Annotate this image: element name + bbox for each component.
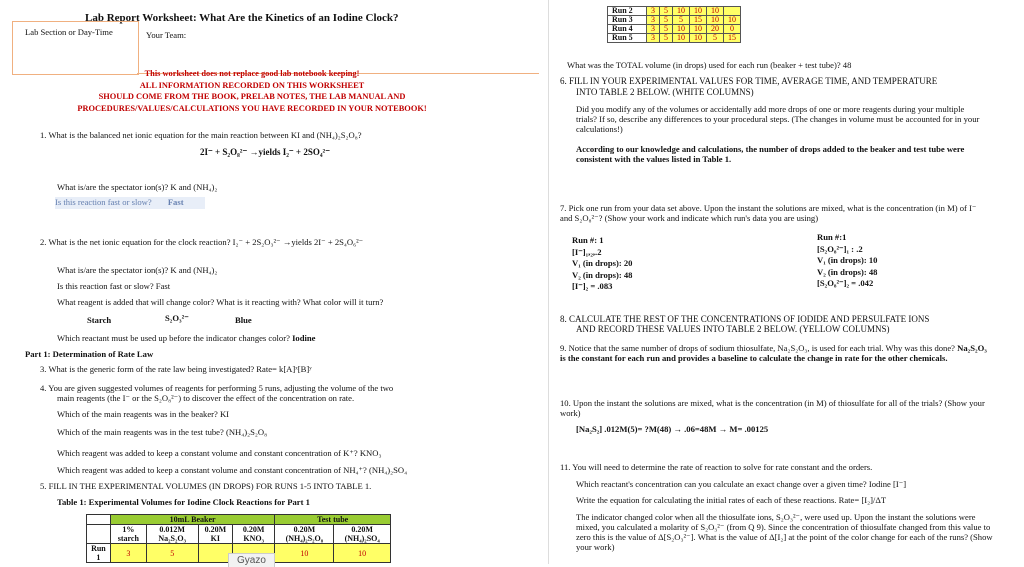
const-nh4-question: Which reagent was added to keep a constant volume and constant concentration of NH₄⁺? (NH₄)₂SO₄	[57, 465, 408, 475]
work-line: [I⁻]₁,₂,.2	[572, 246, 602, 257]
table-cell[interactable]: 3	[647, 34, 660, 43]
beaker-question: Which of the main reagents was in the beaker? KI	[57, 409, 230, 419]
table-cell[interactable]: 10	[673, 25, 690, 34]
question-6a: 6. FILL IN YOUR EXPERIMENTAL VALUES FOR TIME, AVERAGE TIME, AND TEMPERATURE	[560, 76, 938, 86]
lab-section-label: Lab Section or Day-Time	[25, 27, 113, 37]
question-8a: 8. CALCULATE THE REST OF THE CONCENTRATIONS OF IODIDE AND PERSULFATE IONS	[560, 314, 930, 324]
table-cell[interactable]: 3	[647, 7, 660, 16]
work-line: Run #:1	[817, 232, 847, 242]
work-line: Run #: 1	[572, 235, 604, 245]
question-5: 5. FILL IN THE EXPERIMENTAL VOLUMES (IN DROPS) FOR RUNS 1-5 INTO TABLE 1.	[40, 481, 372, 491]
q10-answer: [Na₂S₂] .012M(5)= ?M(48) → .06=48M → M= .00125	[576, 424, 769, 434]
part1-heading: Part 1: Determination of Rate Law	[25, 349, 154, 359]
question-7: 7. Pick one run from your data set above. Upon the instant the solutions are mixed, what is the concentration (in M) of I⁻ and S₂O₈²⁻? (Show your work and indicate which run's data you are using)	[560, 203, 977, 223]
table-cell[interactable]: 5	[660, 16, 673, 25]
warning-line: SHOULD COME FROM THE BOOK, PRELAB NOTES, THE LAB MANUAL AND	[98, 92, 406, 101]
modify-question: Did you modify any of the volumes or accidentally add more drops of one or more reagents during your multiple trials? If so, describe any differences to your procedural steps. (The changes in volume must be accounted for in your calculations!)	[576, 104, 980, 134]
col-header: 0.20M KI	[198, 525, 232, 544]
starch-answer: Starch	[87, 315, 112, 325]
fast-slow-field[interactable]	[55, 197, 205, 209]
q11-equation: Write the equation for calculating the initial rates of each of these reactions. Rate= [I₂]/ΔT	[576, 495, 887, 505]
worksheet-title: Lab Report Worksheet: What Are the Kinetics of an Iodine Clock?	[85, 12, 399, 24]
question-2: 2. What is the net ionic equation for the clock reaction? I₂⁻ + 2S₂O₃²⁻ →yields 2I⁻ + 2S₄O₆²⁻	[40, 237, 364, 247]
table-cell[interactable]: 10	[673, 34, 690, 43]
reactant-question	[57, 333, 315, 343]
runs-table	[607, 6, 741, 43]
table-cell[interactable]: 3	[110, 544, 146, 563]
warning-line: ALL INFORMATION RECORDED ON THIS WORKSHEET	[139, 80, 365, 90]
s2o3-answer: S₂O₃²⁻	[165, 313, 189, 323]
col-header: 0.20M (NH₄)₂SO₄	[334, 525, 391, 544]
run-label: Run 1	[87, 544, 111, 563]
modify-answer: According to our knowledge and calculations, the number of drops added to the beaker and test tube were consistent with the values listed in Table 1.	[576, 144, 965, 164]
col-header: 0.20M (NH₄)₂S₂O₈	[275, 525, 334, 544]
reactant-answer: Iodine	[292, 333, 316, 343]
spectator-1: What is/are the spectator ion(s)? K and (NH₄)₂	[57, 182, 218, 192]
question-4b: main reagents (the I⁻ or the S₂O₈²⁻) to discover the effect of the concentration on rate.	[57, 393, 355, 403]
beaker-header: 10mL Beaker	[110, 515, 275, 525]
table-cell[interactable]: 15	[724, 34, 741, 43]
table-cell[interactable]: 10	[690, 7, 707, 16]
table-cell[interactable]: 10	[673, 7, 690, 16]
tube-header: Test tube	[275, 515, 391, 525]
work-line: [S₂O₈²⁻]₁ : .2	[817, 243, 863, 254]
table-cell[interactable]: 10	[707, 16, 724, 25]
reactant-q-text: Which reactant must be used up before the indicator changes color?	[57, 333, 290, 343]
table-cell[interactable]: 10	[275, 544, 334, 563]
const-k-question: Which reagent was added to keep a constant volume and constant concentration of K⁺? KNO₃	[57, 448, 382, 458]
col-header: 1% starch	[110, 525, 146, 544]
table-cell[interactable]: 3	[647, 25, 660, 34]
table-cell[interactable]: 0	[724, 25, 741, 34]
table-cell[interactable]: 5	[660, 34, 673, 43]
table-cell[interactable]: 10	[334, 544, 391, 563]
question-3: 3. What is the generic form of the rate law being investigated? Rate= k[A]ˣ[B]ʸ	[40, 364, 312, 374]
q9-answer: Na₂S₂O₃ is the constant for each run and provides a baseline to calculate the change in rate for the other chemicals.	[560, 343, 987, 363]
warning-block	[12, 68, 492, 114]
question-1: 1. What is the balanced net ionic equation for the main reaction between KI and (NH₄)₂S₂O₈?	[40, 130, 362, 140]
equation-1: 2I⁻ + S₂O₈²⁻ →yields I₂⁻ + 2SO₄²⁻	[200, 147, 330, 157]
fast-2: Is this reaction fast or slow? Fast	[57, 281, 171, 291]
warning-line: This worksheet does not replace good lab notebook keeping!	[144, 69, 360, 78]
question-9	[560, 343, 990, 363]
blue-answer: Blue	[235, 315, 252, 325]
run-label: Run 4	[608, 25, 647, 34]
total-volume-question: What was the TOTAL volume (in drops) used for each run (beaker + test tube)? 48	[567, 60, 852, 70]
table-cell[interactable]: 20	[707, 25, 724, 34]
work-line: V₂ (in drops): 48	[817, 266, 878, 277]
warning-line: PROCEDURES/VALUES/CALCULATIONS YOU HAVE RECORDED IN YOUR NOTEBOOK!	[77, 103, 427, 113]
run-label: Run 3	[608, 16, 647, 25]
table-cell[interactable]: 10	[707, 7, 724, 16]
col-header: 0.20M KNO₃	[233, 525, 275, 544]
run-label: Run 2	[608, 7, 647, 16]
tube-question: Which of the main reagents was in the test tube? (NH₄)₂S₂O₈	[57, 427, 268, 437]
table-cell[interactable]: 15	[690, 16, 707, 25]
table-cell[interactable]: 5	[660, 7, 673, 16]
color-question: What reagent is added that will change color? What is it reacting with? What color will it turn?	[57, 297, 384, 307]
table-cell[interactable]: 10	[690, 34, 707, 43]
question-8b: AND RECORD THESE VALUES INTO TABLE 2 BELOW. (YELLOW COLUMNS)	[576, 324, 890, 334]
team-label: Your Team:	[146, 30, 187, 40]
table-cell[interactable]: 5	[673, 16, 690, 25]
table-cell[interactable]: 5	[146, 544, 198, 563]
table-cell[interactable]: 10	[690, 25, 707, 34]
table-cell[interactable]: 5	[660, 25, 673, 34]
work-line: [S₂O₈²⁻]₂ = .042	[817, 278, 874, 288]
q9-text: 9. Notice that the same number of drops of sodium thiosulfate, Na₂S₂O₃, is used for each trial. Why was this done?	[560, 343, 955, 353]
question-6b: INTO TABLE 2 BELOW. (WHITE COLUMNS)	[576, 87, 754, 97]
work-line: V₁ (in drops): 20	[572, 258, 633, 268]
table1-title: Table 1: Experimental Volumes for Iodine Clock Reactions for Part 1	[57, 497, 310, 507]
table-cell[interactable]: 10	[724, 16, 741, 25]
page-divider	[548, 0, 549, 564]
q11-concentration: Which reactant's concentration can you calculate an exact change over a given time? Iodine [I⁻]	[576, 479, 907, 489]
work-line: V₁ (in drops): 10	[817, 255, 878, 265]
run-b-work	[817, 232, 877, 290]
question-11: 11. You will need to determine the rate of reaction to solve for rate constant and the orders.	[560, 462, 873, 472]
fast-question: Is this reaction fast or slow?	[55, 197, 152, 207]
table-cell[interactable]: 3	[647, 16, 660, 25]
fast-answer: Fast	[167, 197, 184, 207]
q11-indicator: The indicator changed color when all the thiosulfate ions, S₂O₃²⁻, were used up. Upon the instant the solutions were mixed, you calculated a molarity of S₂O₃²⁻ (from Q 9). Since the concentration of thiosulfate changed from this value to zero this is the value of Δ[S₂O₃²⁻]. What is the value of Δ[I₂] at the point of the color change for each of the runs? (Show your work)	[576, 512, 993, 552]
run-label: Run 5	[608, 34, 647, 43]
run-a-work	[572, 235, 632, 293]
question-4a: 4. You are given suggested volumes of reagents for performing 5 runs, adjusting the volume of the two	[40, 383, 394, 393]
work-line: V₂ (in drops): 48	[572, 269, 633, 280]
gyazo-watermark: Gyazo	[228, 553, 275, 567]
spectator-2: What is/are the spectator ion(s)? K and (NH₄)₂	[57, 265, 218, 275]
table-cell[interactable]: 5	[707, 34, 724, 43]
work-line: [I⁻]₂ = .083	[572, 281, 613, 291]
question-10: 10. Upon the instant the solutions are mixed, what is the concentration (in M) of thiosulfate for all of the trials? (Show your work)	[560, 398, 985, 418]
col-header: 0.012M Na₂S₂O₃	[146, 525, 198, 544]
